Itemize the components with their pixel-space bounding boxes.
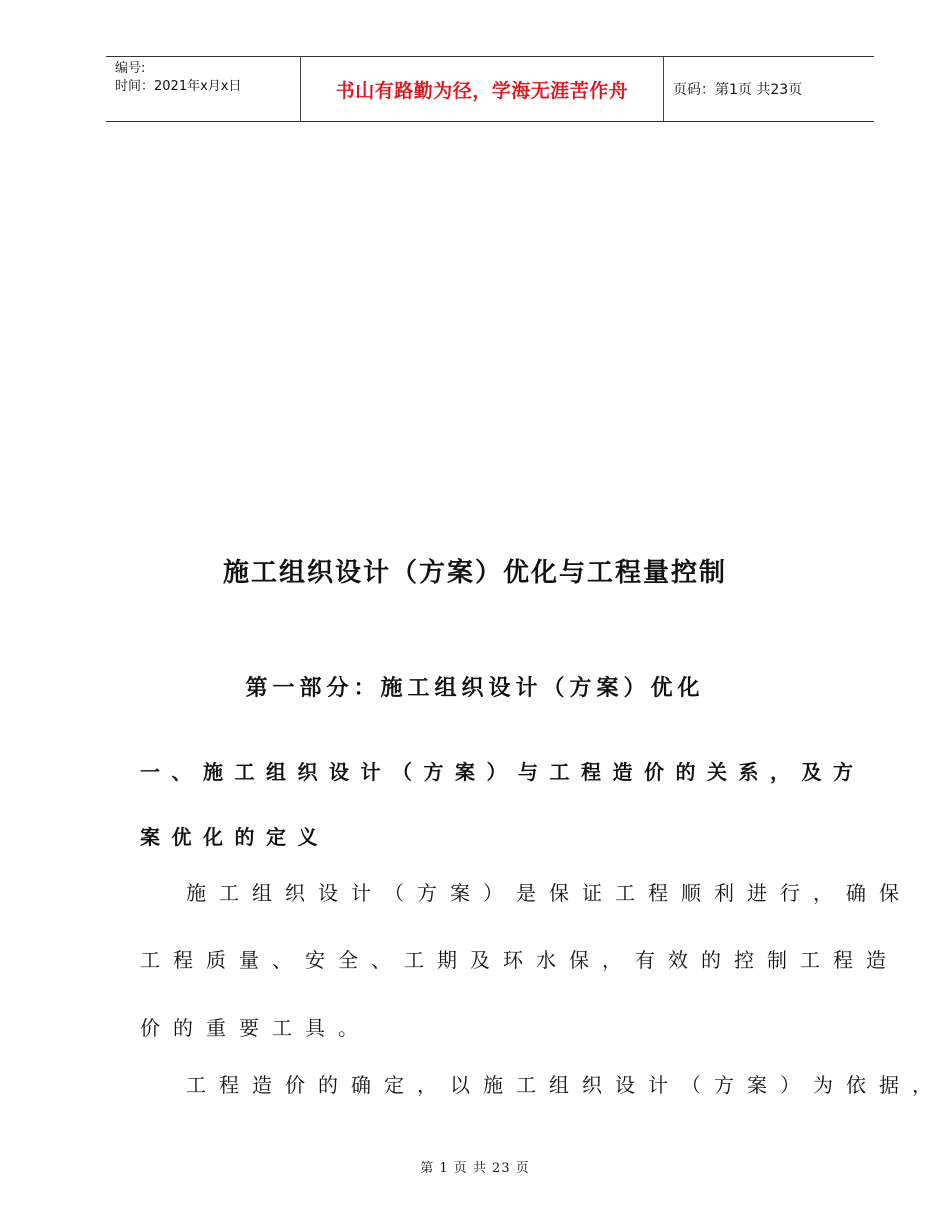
section-heading-line-1: 一、施工组织设计（方案）与工程造价的关系，及方 <box>140 760 865 784</box>
paragraph-line: 工程造价的确定，以施工组织设计（方案）为依据， <box>186 1073 945 1097</box>
document-time-label: 时间：2021年x月x日 <box>115 79 242 94</box>
header-page-info: 页码：第1页 共23页 <box>673 82 803 98</box>
page-header <box>106 56 874 122</box>
page-footer: 第 1 页 共 23 页 <box>420 1161 530 1176</box>
paragraph-line: 工程质量、安全、工期及环水保，有效的控制工程造 <box>140 948 899 972</box>
section-heading-line-2: 案优化的定义 <box>140 825 329 849</box>
header-meta-cell <box>106 57 301 121</box>
document-number-label: 编号: <box>115 61 146 76</box>
header-motto: 书山有路勤为径，学海无涯苦作舟 <box>301 57 664 121</box>
document-title: 施工组织设计（方案）优化与工程量控制 <box>222 558 727 588</box>
paragraph-line: 价的重要工具。 <box>140 1016 371 1040</box>
paragraph-line: 施工组织设计（方案）是保证工程顺利进行，确保 <box>186 881 912 905</box>
part-heading: 第一部分：施工组织设计（方案）优化 <box>245 676 705 701</box>
